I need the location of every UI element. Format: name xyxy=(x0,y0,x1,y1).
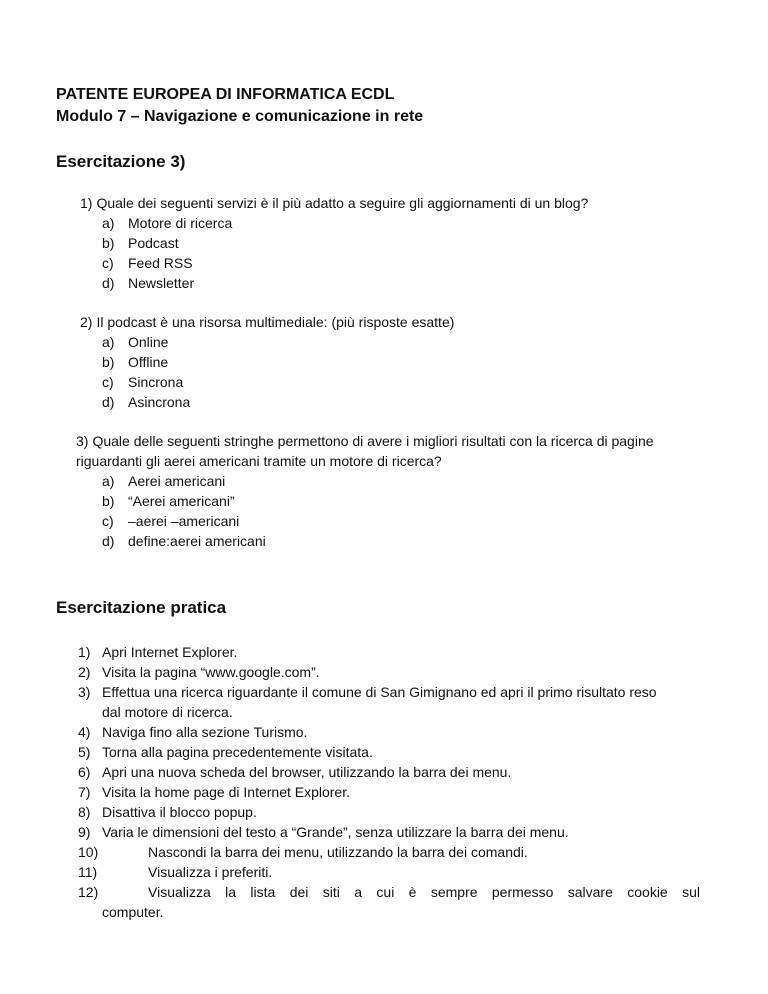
answer-option: d) Newsletter xyxy=(102,275,195,291)
question-2 xyxy=(80,312,700,412)
task-item: 7) Visita la home page di Internet Explorer. xyxy=(78,784,351,800)
document-title: PATENTE EUROPEA DI INFORMATICA ECDL xyxy=(56,86,395,103)
answer-option: b) Offline xyxy=(102,354,169,370)
answer-option: d) define:aerei americani xyxy=(102,533,266,549)
answer-option: d) Asincrona xyxy=(102,394,191,410)
question-1 xyxy=(80,193,700,293)
answer-option: c) –aerei –americani xyxy=(102,513,240,529)
task-item: 1) Apri Internet Explorer. xyxy=(78,644,238,660)
answer-options xyxy=(102,332,700,412)
answer-option: a) Motore di ricerca xyxy=(102,215,233,231)
task-item: 5) Torna alla pagina precedentemente visitata. xyxy=(78,744,373,760)
practice-task-list xyxy=(78,642,700,922)
answer-option: b) “Aerei americani” xyxy=(102,493,235,509)
task-item: 10) Nascondi la barra dei menu, utilizzando la barra dei comandi. xyxy=(78,844,528,860)
task-item: 3) Effettua una ricerca riguardante il comune di San Gimignano ed apri il primo risultato reso dal motore di ricerca. xyxy=(78,684,657,720)
task-item: 2) Visita la pagina “www.google.com”. xyxy=(78,664,320,680)
question-text: 2) Il podcast è una risorsa multimediale: (più risposte esatte) xyxy=(80,314,455,330)
answer-option: a) Aerei americani xyxy=(102,473,226,489)
task-item: 12) Visualizza la lista dei siti a cui è sempre permesso salvare cookie sul computer. xyxy=(78,884,700,920)
task-item: 11) Visualizza i preferiti. xyxy=(78,864,273,880)
answer-option: b) Podcast xyxy=(102,235,179,251)
question-number: 2) xyxy=(80,314,93,330)
question-number: 1) xyxy=(80,195,93,211)
task-item: 8) Disattiva il blocco popup. xyxy=(78,804,257,820)
question-3 xyxy=(76,431,716,551)
answer-options xyxy=(102,213,700,293)
task-item: 4) Naviga fino alla sezione Turismo. xyxy=(78,724,308,740)
task-item: 6) Apri una nuova scheda del browser, utilizzando la barra dei menu. xyxy=(78,764,512,780)
task-item: 9) Varia le dimensioni del testo a “Grande”, senza utilizzare la barra dei menu. xyxy=(78,824,569,840)
answer-option: c) Feed RSS xyxy=(102,255,193,271)
answer-options xyxy=(102,471,716,551)
answer-option: a) Online xyxy=(102,334,169,350)
question-number: 3) xyxy=(76,433,89,449)
quiz-heading: Esercitazione 3) xyxy=(56,152,186,171)
practice-heading: Esercitazione pratica xyxy=(56,598,227,617)
answer-option: c) Sincrona xyxy=(102,374,184,390)
question-text: 3) Quale delle seguenti stringhe permettono di avere i migliori risultati con la ricerca di pagine riguardanti gli aerei americani tramite un motore di ricerca? xyxy=(76,433,654,469)
module-subtitle: Modulo 7 – Navigazione e comunicazione in rete xyxy=(56,108,424,125)
question-text: 1) Quale dei seguenti servizi è il più adatto a seguire gli aggiornamenti di un blog? xyxy=(80,195,589,211)
